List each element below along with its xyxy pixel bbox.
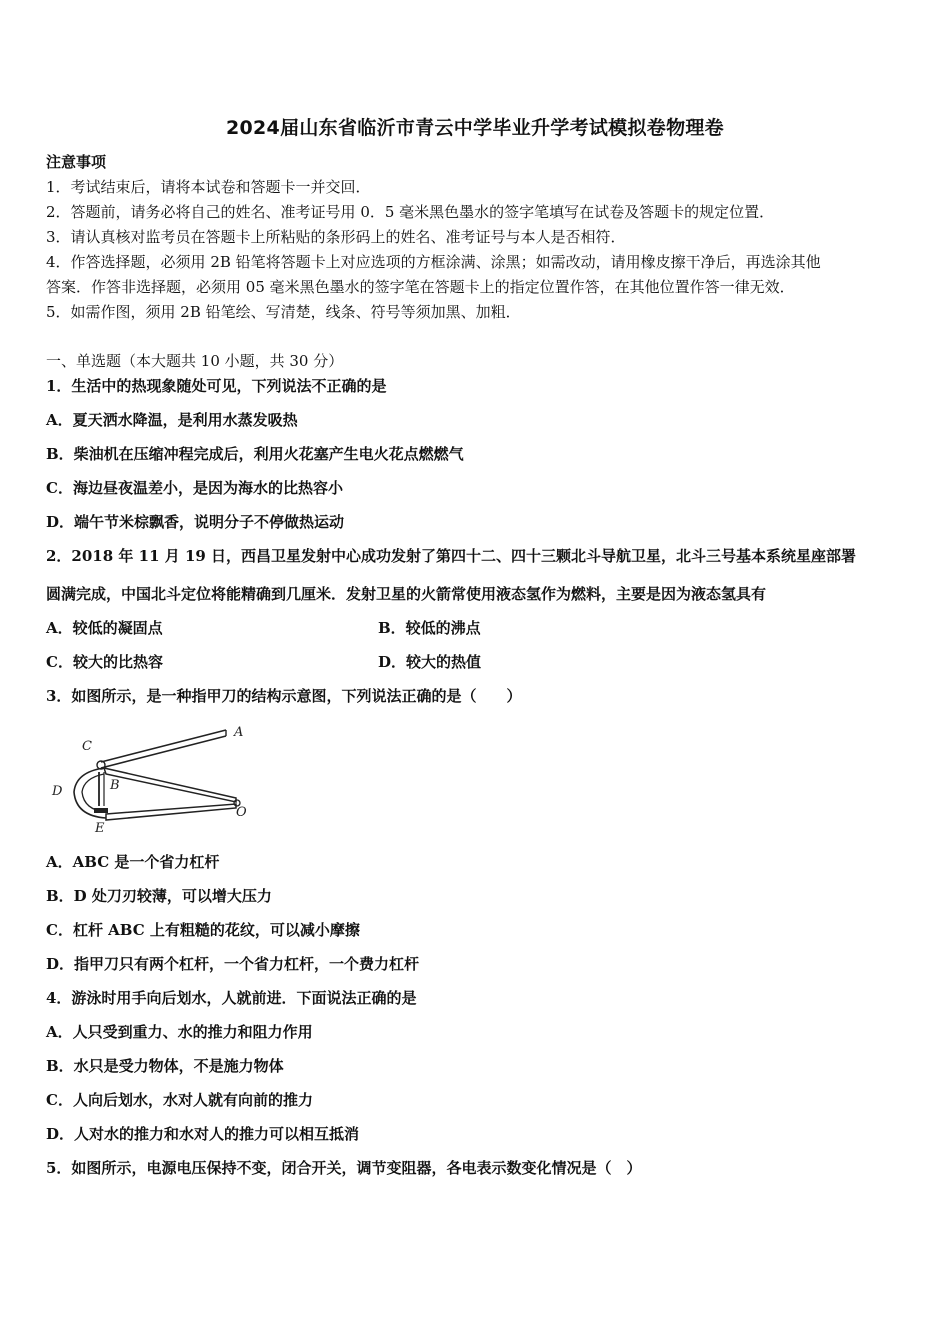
page-title: 2024届山东省临沂市青云中学毕业升学考试模拟卷物理卷: [226, 117, 724, 139]
q3-stem: 3．如图所示，是一种指甲刀的结构示意图，下列说法正确的是（ ）: [46, 687, 522, 705]
q2-option-d: D．较大的热值: [378, 653, 482, 671]
upper-blade: [104, 768, 236, 802]
q1-stem: 1．生活中的热现象随处可见，下列说法不正确的是: [46, 377, 387, 395]
nail-clipper-figure: [46, 722, 266, 840]
q4-option-b: B．水只是受力物体，不是施力物体: [46, 1057, 284, 1075]
q3-option-d: D．指甲刀只有两个杠杆，一个省力杠杆，一个费力杠杆: [46, 955, 420, 973]
label-e: E: [95, 821, 105, 836]
q2-stem-line2: 圆满完成，中国北斗定位将能精确到几厘米．发射卫星的火箭常使用液态氢作为燃料，主要是因为液态氢具有: [46, 585, 767, 603]
q1-option-b: B．柴油机在压缩冲程完成后，利用火花塞产生电火花点燃燃气: [46, 445, 464, 463]
label-b: B: [110, 778, 120, 793]
notice-item-4-cont: 答案．作答非选择题，必须用 05 毫米黑色墨水的签字笔在答题卡上的指定位置作答，在其他位置作答一律无效．: [46, 278, 795, 296]
label-a: A: [234, 725, 244, 740]
notice-item-1: 1．考试结束后，请将本试卷和答题卡一并交回．: [46, 178, 371, 196]
label-d: D: [52, 784, 63, 799]
q1-option-c: C．海边昼夜温差小，是因为海水的比热容小: [46, 479, 343, 497]
q4-stem: 4．游泳时用手向后划水，人就前进．下面说法正确的是: [46, 989, 417, 1007]
q3-option-b: B．D 处刀刃较薄，可以增大压力: [46, 887, 272, 905]
label-o: O: [236, 805, 247, 820]
lower-blade: [106, 804, 236, 820]
q1-option-a: A．夏天洒水降温，是利用水蒸发吸热: [46, 411, 298, 429]
q1-option-d: D．端午节米棕飘香，说明分子不停做热运动: [46, 513, 345, 531]
notice-item-5: 5．如需作图，须用 2B 铅笔绘、写清楚，线条、符号等须加黑、加粗．: [46, 303, 521, 321]
base-e: [94, 808, 108, 813]
q4-option-c: C．人向后划水，水对人就有向前的推力: [46, 1091, 313, 1109]
q3-option-a: A．ABC 是一个省力杠杆: [46, 853, 220, 871]
label-c: C: [82, 739, 92, 754]
q5-stem: 5．如图所示，电源电压保持不变，闭合开关，调节变阻器，各电表示数变化情况是（ ）: [46, 1159, 642, 1177]
q2-option-a: A．较低的凝固点: [46, 619, 163, 637]
q4-option-a: A．人只受到重力、水的推力和阻力作用: [46, 1023, 313, 1041]
section-heading: 一、单选题（本大题共 10 小题，共 30 分）: [46, 352, 344, 370]
lever-arm-upper-edge: [101, 730, 226, 762]
q2-stem-line1: 2．2018 年 11 月 19 日，西昌卫星发射中心成功发射了第四十二、四十三颗北斗导航卫星，北斗三号基本系统星座部署: [46, 547, 857, 565]
notice-item-2: 2．答题前，请务必将自己的姓名、准考证号用 0．5 毫米黑色墨水的签字笔填写在试卷及答题卡的规定位置．: [46, 203, 775, 221]
notice-item-3: 3．请认真核对监考员在答题卡上所粘贴的条形码上的姓名、准考证号与本人是否相符．: [46, 228, 626, 246]
notice-heading: 注意事项: [46, 153, 107, 171]
lever-arm-lower-edge: [101, 736, 226, 768]
q4-option-d: D．人对水的推力和水对人的推力可以相互抵消: [46, 1125, 360, 1143]
q2-option-c: C．较大的比热容: [46, 653, 163, 671]
front-jaw-inner: [82, 774, 106, 812]
q2-option-b: B．较低的沸点: [378, 619, 481, 637]
notice-item-4: 4．作答选择题，必须用 2B 铅笔将答题卡上对应选项的方框涂满、涂黑；如需改动，请用橡皮擦干净后，再选涂其他: [46, 253, 821, 271]
q3-option-c: C．杠杆 ABC 上有粗糙的花纹，可以减小摩擦: [46, 921, 360, 939]
